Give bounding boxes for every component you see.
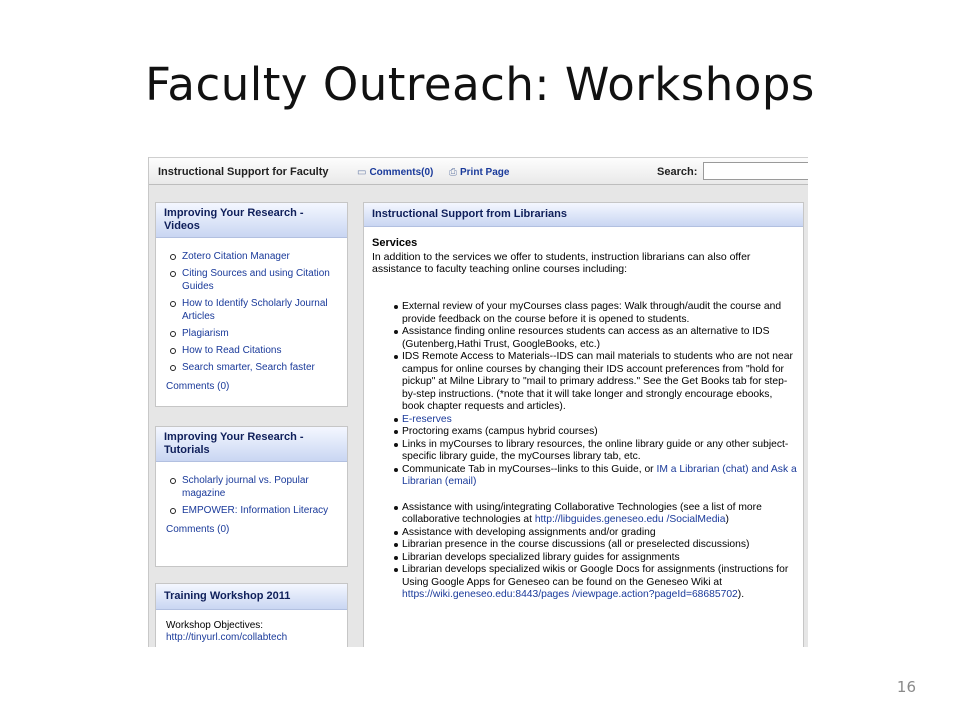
workshop-objectives-link[interactable]: http://tinyurl.com/collabtech: [166, 632, 288, 643]
list-item[interactable]: Scholarly journal vs. Popular magazine: [166, 474, 337, 500]
list-item: Assistance finding online resources students can access as an alternative to IDS (Gutenberg,Hathi Trust, GoogleBooks, etc.): [372, 326, 797, 351]
geneseo-wiki-link[interactable]: https://wiki.geneseo.edu:8443/pages /viewpage.action?pageId=68685702: [402, 589, 738, 600]
list-item[interactable]: Zotero Citation Manager: [166, 250, 337, 263]
list-item[interactable]: How to Read Citations: [166, 344, 337, 357]
search-label: Search:: [657, 166, 698, 178]
list-item: IDS Remote Access to Materials--IDS can mail materials to students who are not near campus for online courses by changing their IDS account preferences from "hold for pickup" at Milne Library to "mail to primary address." See the Get Books tab for step-by-step instructions. (*note that it will take longer and strongly encourage ebooks, book chapter requests and articles).: [372, 351, 797, 414]
workshop-box: [155, 583, 348, 647]
videos-box-title: Improving Your Research - Videos: [156, 203, 347, 238]
social-media-link[interactable]: http://libguides.geneseo.edu /SocialMedia: [534, 514, 726, 525]
guide-title: Instructional Support for Faculty: [158, 166, 329, 178]
services-list: [372, 301, 797, 602]
list-item: Proctoring exams (campus hybrid courses): [372, 426, 797, 439]
list-item[interactable]: Search smarter, Search faster: [166, 361, 337, 374]
list-item: Assistance with using/integrating Collaborative Technologies (see a list of more collaborative technologies at http://libguides.geneseo.edu /SocialMedia): [372, 502, 797, 527]
videos-box: [155, 202, 348, 407]
list-item[interactable]: EMPOWER: Information Literacy: [166, 504, 337, 517]
list-item[interactable]: Citing Sources and using Citation Guides: [166, 267, 337, 293]
services-intro: In addition to the services we offer to students, instruction librarians can also offer assistance to faculty teaching online courses including:: [372, 251, 751, 275]
slide-number: 16: [896, 678, 916, 696]
comments-link[interactable]: ▭ Comments(0): [357, 167, 434, 178]
comment-icon: ▭: [357, 167, 367, 178]
services-heading: Services: [372, 237, 418, 249]
workshop-objectives-label: Workshop Objectives:: [166, 620, 264, 631]
list-item[interactable]: Plagiarism: [166, 327, 337, 340]
printer-icon: ⎙: [449, 167, 457, 178]
search-input[interactable]: [703, 162, 808, 180]
screenshot-libguide: [148, 157, 808, 647]
ereserves-link[interactable]: E-reserves: [402, 413, 452, 425]
list-item: [372, 414, 797, 427]
videos-list: [166, 250, 337, 374]
list-item: Librarian develops specialized wikis or Google Docs for assignments (instructions for Using Google Apps for Geneseo can be found on the Geneseo Wiki at https://wiki.geneseo.edu:8443/pages /viewpage.action?pageId=68685702).: [372, 564, 797, 602]
tutorials-comments-link[interactable]: Comments (0): [166, 524, 230, 535]
videos-comments-link[interactable]: Comments (0): [166, 381, 230, 392]
workshop-box-title: Training Workshop 2011: [156, 584, 347, 610]
list-item[interactable]: How to Identify Scholarly Journal Articles: [166, 297, 337, 323]
print-page-link[interactable]: ⎙ Print Page: [449, 167, 510, 178]
list-item: External review of your myCourses class pages: Walk through/audit the course and provide feedback on the course before it is opened to students.: [372, 301, 797, 326]
list-item: Communicate Tab in myCourses--links to this Guide, or IM a Librarian (chat) and Ask a Librarian (email): [372, 464, 797, 489]
instructional-support-box: [363, 202, 804, 647]
list-item: Links in myCourses to library resources, the online library guide or any other subject-specific library guide, the myCourses library tab, etc.: [372, 439, 797, 464]
tutorials-box-title: Improving Your Research - Tutorials: [156, 427, 347, 462]
list-item: Librarian develops specialized library guides for assignments: [372, 552, 797, 565]
list-item: Librarian presence in the course discussions (all or preselected discussions): [372, 539, 797, 552]
instructional-support-title: Instructional Support from Librarians: [364, 203, 803, 227]
tutorials-box: [155, 426, 348, 567]
slide-title: Faculty Outreach: Workshops: [145, 58, 815, 111]
guide-top-bar: [149, 157, 808, 185]
list-item: Assistance with developing assignments and/or grading: [372, 527, 797, 540]
tutorials-list: [166, 474, 337, 517]
im-librarian-link[interactable]: IM a Librarian (chat) and Ask a Librarian (email): [402, 463, 797, 487]
